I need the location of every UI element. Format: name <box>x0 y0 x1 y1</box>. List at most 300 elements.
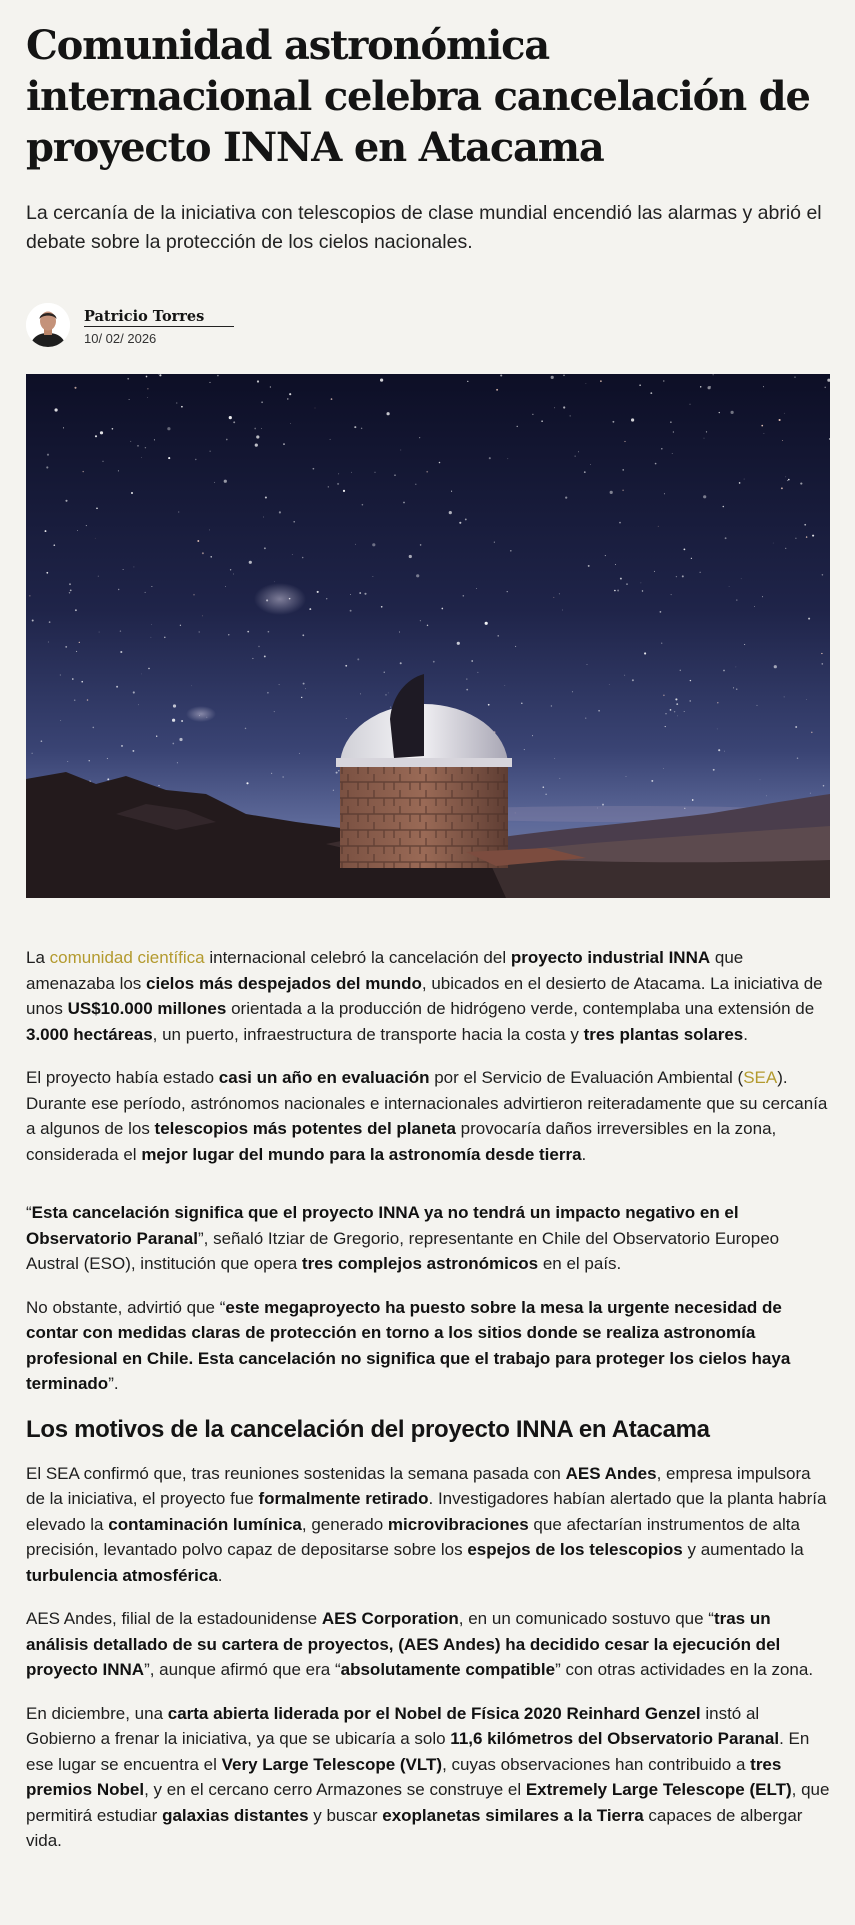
star <box>372 543 375 546</box>
star <box>757 705 758 706</box>
star <box>600 380 602 382</box>
star <box>210 451 211 452</box>
star <box>713 769 715 771</box>
star <box>302 634 304 636</box>
star <box>683 548 685 550</box>
star <box>168 457 170 459</box>
star <box>500 374 502 376</box>
star <box>736 599 737 600</box>
star <box>631 418 634 421</box>
star <box>644 652 646 654</box>
star <box>145 447 146 448</box>
star <box>181 406 183 408</box>
star <box>118 589 119 590</box>
star <box>337 483 339 485</box>
star <box>350 610 352 612</box>
star <box>624 441 625 442</box>
star <box>510 550 512 552</box>
star <box>692 799 694 801</box>
star <box>675 698 677 700</box>
star <box>524 749 525 750</box>
star <box>351 472 352 473</box>
star <box>808 618 810 620</box>
star <box>485 622 488 625</box>
star <box>466 678 467 679</box>
star <box>360 693 361 694</box>
star <box>199 631 200 632</box>
star <box>254 428 256 430</box>
star <box>733 687 734 688</box>
star <box>265 496 267 498</box>
star <box>612 421 614 423</box>
star <box>77 530 78 531</box>
star <box>156 736 157 737</box>
star <box>123 569 124 570</box>
author-avatar[interactable] <box>26 303 70 347</box>
star <box>415 484 416 485</box>
star <box>515 646 516 647</box>
star <box>315 408 316 409</box>
star <box>96 507 98 509</box>
star <box>287 398 288 399</box>
star <box>49 621 51 623</box>
star <box>141 674 142 675</box>
star <box>797 757 798 758</box>
star <box>48 641 49 642</box>
star <box>69 592 70 593</box>
star <box>419 437 420 438</box>
star <box>795 726 797 728</box>
star <box>451 491 452 492</box>
star <box>663 695 665 697</box>
star <box>420 620 421 621</box>
star <box>507 591 508 592</box>
star <box>736 667 737 668</box>
star <box>823 785 825 787</box>
star <box>543 786 545 788</box>
star <box>586 383 587 384</box>
paragraph-6: AES Andes, filial de la estadounidense AES Corporation, en un comunicado sostuvo que “tras un análisis detallado de su cartera de proyectos, (AES Andes) ha decidido cesar la ejecución del proyecto INNA”, aunque afirmó que era “absolutamente compatible” con otras actividades en la zona. <box>26 1609 814 1679</box>
star <box>766 795 767 796</box>
star <box>98 576 99 577</box>
star <box>173 704 176 707</box>
star <box>794 376 796 378</box>
star <box>264 547 266 549</box>
star <box>180 625 181 626</box>
star <box>563 406 565 408</box>
star <box>671 594 672 595</box>
star <box>81 681 83 683</box>
link-sea[interactable]: SEA <box>743 1068 778 1087</box>
star <box>217 375 219 377</box>
star <box>60 674 61 675</box>
star <box>357 658 359 660</box>
star <box>610 491 613 494</box>
star <box>29 595 30 596</box>
star <box>261 428 262 429</box>
star <box>387 412 390 415</box>
star <box>210 382 211 383</box>
star <box>553 597 554 598</box>
link-comunidad-cientifica[interactable]: comunidad científica <box>49 948 205 967</box>
star <box>708 386 711 389</box>
star <box>800 483 802 485</box>
star <box>148 668 149 669</box>
star <box>257 380 259 382</box>
publish-date: 10/ 02/ 2026 <box>84 331 157 346</box>
star <box>400 450 401 451</box>
star <box>545 794 546 795</box>
star <box>690 680 691 681</box>
star <box>682 575 684 577</box>
star <box>303 683 305 685</box>
star <box>650 392 652 394</box>
star <box>717 729 718 730</box>
star <box>725 537 727 539</box>
star <box>739 482 741 484</box>
star <box>498 635 499 636</box>
star <box>433 661 435 663</box>
star <box>261 401 263 403</box>
star <box>331 398 333 400</box>
star <box>302 557 304 559</box>
star <box>673 431 674 432</box>
star <box>760 779 761 780</box>
star <box>133 691 135 693</box>
star <box>131 492 133 494</box>
star <box>784 697 785 698</box>
star <box>700 572 701 573</box>
star <box>181 720 183 722</box>
star <box>565 497 567 499</box>
star <box>385 694 386 695</box>
star <box>309 608 311 610</box>
star <box>233 421 235 423</box>
star <box>103 461 104 462</box>
star <box>761 425 763 427</box>
star <box>821 653 822 654</box>
paragraph-3-quote: “Esta cancelación significa que el proyecto INNA ya no tendrá un impacto negativo en el Observatorio Paranal”, señaló Itziar de Gregorio, representante en Chile del Observatorio Europeo Austral (ESO), institución que opera tres complejos astronómicos en el país. <box>26 1203 780 1273</box>
star <box>496 389 498 391</box>
star <box>719 412 720 413</box>
star <box>655 463 657 465</box>
star <box>116 686 118 688</box>
star <box>723 506 725 508</box>
star <box>55 408 58 411</box>
star <box>622 490 624 492</box>
star <box>774 665 777 668</box>
star <box>665 726 666 727</box>
star <box>70 590 72 592</box>
star <box>551 705 552 706</box>
star <box>388 693 389 694</box>
star <box>471 660 473 662</box>
star <box>624 675 625 676</box>
star <box>293 521 295 523</box>
star <box>177 762 178 763</box>
star <box>267 692 269 694</box>
star <box>551 376 554 379</box>
star <box>763 386 764 387</box>
star <box>283 443 285 445</box>
star <box>99 632 100 633</box>
star <box>380 379 383 382</box>
star <box>317 591 319 593</box>
star <box>718 749 720 751</box>
star <box>782 440 783 441</box>
star <box>32 753 33 754</box>
star <box>95 435 97 437</box>
star <box>605 555 606 556</box>
star <box>229 416 232 419</box>
star <box>806 536 807 537</box>
star <box>420 544 422 546</box>
star <box>381 606 383 608</box>
star <box>788 479 790 481</box>
star <box>661 643 662 644</box>
star <box>92 727 94 729</box>
star <box>664 493 665 494</box>
star <box>159 374 161 376</box>
star <box>731 411 734 414</box>
star <box>226 439 228 441</box>
star <box>336 772 338 774</box>
star <box>642 590 643 591</box>
star <box>554 758 555 759</box>
star <box>270 386 271 387</box>
star <box>330 439 331 440</box>
star <box>465 518 467 520</box>
article-dek: La cercanía de la iniciativa con telescopios de clase mundial encendió las alarmas y abrió el debate sobre la protección de los cielos nacionales. <box>26 202 822 253</box>
star <box>641 583 642 584</box>
star <box>575 456 576 457</box>
star <box>107 778 109 780</box>
star <box>824 387 825 388</box>
star <box>151 637 152 638</box>
star <box>665 713 666 714</box>
star <box>343 490 345 492</box>
star <box>811 732 812 733</box>
star <box>744 644 745 645</box>
paragraph-2: El proyecto había estado casi un año en evaluación por el Servicio de Evaluación Ambiental (SEA). Durante ese período, astrónomos nacionales e internacionales advirtieron reiteradamente que su cercanía a algunos de los telescopios más potentes del planeta provocaría daños irreversibles en la zona, considerada el mejor lugar del mundo para la astronomía desde tierra. <box>26 1068 828 1164</box>
star <box>684 711 685 712</box>
star <box>375 472 376 473</box>
star <box>822 574 824 576</box>
star <box>53 544 55 546</box>
star <box>723 670 725 672</box>
star <box>504 685 505 686</box>
person-icon <box>26 303 70 347</box>
star <box>439 462 441 464</box>
star <box>67 761 68 762</box>
star <box>345 665 347 667</box>
star <box>245 728 247 730</box>
star <box>785 548 786 549</box>
star <box>676 703 678 705</box>
star <box>403 502 405 504</box>
star <box>274 711 275 712</box>
star <box>785 476 786 477</box>
star <box>572 691 573 692</box>
star <box>151 624 152 625</box>
star <box>773 543 774 544</box>
star <box>107 758 108 759</box>
star <box>706 431 707 432</box>
star <box>47 454 49 456</box>
star <box>459 522 461 524</box>
star <box>762 596 763 597</box>
star <box>559 593 560 594</box>
star <box>246 782 248 784</box>
star <box>158 374 159 375</box>
star <box>279 511 281 513</box>
star <box>741 578 742 579</box>
star <box>264 655 266 657</box>
star <box>176 402 177 403</box>
star <box>164 637 165 638</box>
star <box>626 776 627 777</box>
star <box>333 790 334 791</box>
star <box>87 699 89 701</box>
hero-image <box>26 374 830 898</box>
star <box>214 482 215 483</box>
star <box>744 479 745 480</box>
star <box>274 581 275 582</box>
star <box>145 592 146 593</box>
star <box>120 651 122 653</box>
star <box>729 586 730 587</box>
star <box>147 388 148 389</box>
star <box>120 630 121 631</box>
star <box>670 709 672 711</box>
star <box>660 611 662 613</box>
star <box>639 384 640 385</box>
star <box>590 464 591 465</box>
star <box>804 524 806 526</box>
star <box>74 387 76 389</box>
star <box>301 697 302 698</box>
star <box>691 558 692 559</box>
star <box>89 760 90 761</box>
star <box>489 457 491 459</box>
star <box>614 590 616 592</box>
star <box>179 738 182 741</box>
star <box>193 594 195 596</box>
star <box>654 571 655 572</box>
star <box>346 718 347 719</box>
star <box>532 414 533 415</box>
star <box>225 586 226 587</box>
star <box>806 699 807 700</box>
star <box>158 785 159 786</box>
star <box>258 646 259 647</box>
star <box>65 646 67 648</box>
star <box>661 448 663 450</box>
paragraph-4-quote: No obstante, advirtió que “este megaproyecto ha puesto sobre la mesa la urgente necesidad de contar con medidas claras de protección en torno a los sitios donde se realiza astronomía profesional en Chile. Esta cancelación no significa que el trabajo para proteger los cielos haya terminado”. <box>26 1297 791 1393</box>
star <box>141 457 142 458</box>
star <box>328 486 329 487</box>
star <box>585 718 586 719</box>
star <box>362 504 364 506</box>
star <box>416 574 419 577</box>
star <box>609 684 610 685</box>
star <box>390 706 391 707</box>
star <box>399 632 400 633</box>
star <box>147 397 148 398</box>
star <box>441 608 443 610</box>
star <box>268 631 270 633</box>
star <box>118 470 119 471</box>
star <box>532 735 533 736</box>
star <box>676 576 677 577</box>
star <box>812 535 814 537</box>
star <box>138 704 139 705</box>
star <box>521 702 523 704</box>
star <box>559 778 560 779</box>
star <box>651 780 653 782</box>
star <box>457 642 460 645</box>
star <box>137 445 138 446</box>
star <box>46 466 48 468</box>
star <box>290 423 291 424</box>
star <box>289 393 291 395</box>
star <box>700 386 701 387</box>
star <box>690 404 691 405</box>
paragraph-1: La comunidad científica internacional celebró la cancelación del proyecto industrial INNA que amenazaba los cielos más despejados del mundo, ubicados en el desierto de Atacama. La iniciativa de unos US$10.000 millones orientada a la producción de hidrógeno verde, contemplaba una extensión de 3.000 hectáreas, un puerto, infraestructura de transporte hacia la costa y tres plantas solares. <box>26 948 823 1044</box>
star <box>361 428 362 429</box>
star <box>488 704 490 706</box>
star <box>703 495 706 498</box>
star <box>202 616 203 617</box>
article-body <box>26 945 832 1872</box>
star <box>151 586 152 587</box>
star <box>249 561 252 564</box>
author-name[interactable]: Patricio Torres <box>84 308 234 327</box>
star <box>326 598 327 599</box>
star <box>476 588 477 589</box>
star <box>197 540 199 542</box>
star <box>672 453 673 454</box>
star <box>271 773 272 774</box>
star <box>355 544 356 545</box>
star <box>467 381 468 382</box>
star <box>82 471 83 472</box>
star <box>626 583 628 585</box>
star <box>313 468 315 470</box>
star <box>689 700 690 701</box>
star <box>615 564 616 565</box>
star <box>252 658 253 659</box>
star <box>112 428 114 430</box>
star <box>299 753 300 754</box>
star <box>563 375 565 377</box>
star <box>680 670 681 671</box>
star <box>292 554 293 555</box>
star <box>283 776 284 777</box>
star <box>409 555 412 558</box>
star <box>127 378 129 380</box>
star <box>46 572 48 574</box>
star <box>191 685 192 686</box>
star <box>562 610 563 611</box>
star <box>95 538 96 539</box>
star <box>622 469 624 471</box>
star <box>86 525 87 526</box>
star <box>354 426 356 428</box>
star <box>247 631 249 633</box>
star <box>72 678 74 680</box>
star <box>79 642 80 643</box>
